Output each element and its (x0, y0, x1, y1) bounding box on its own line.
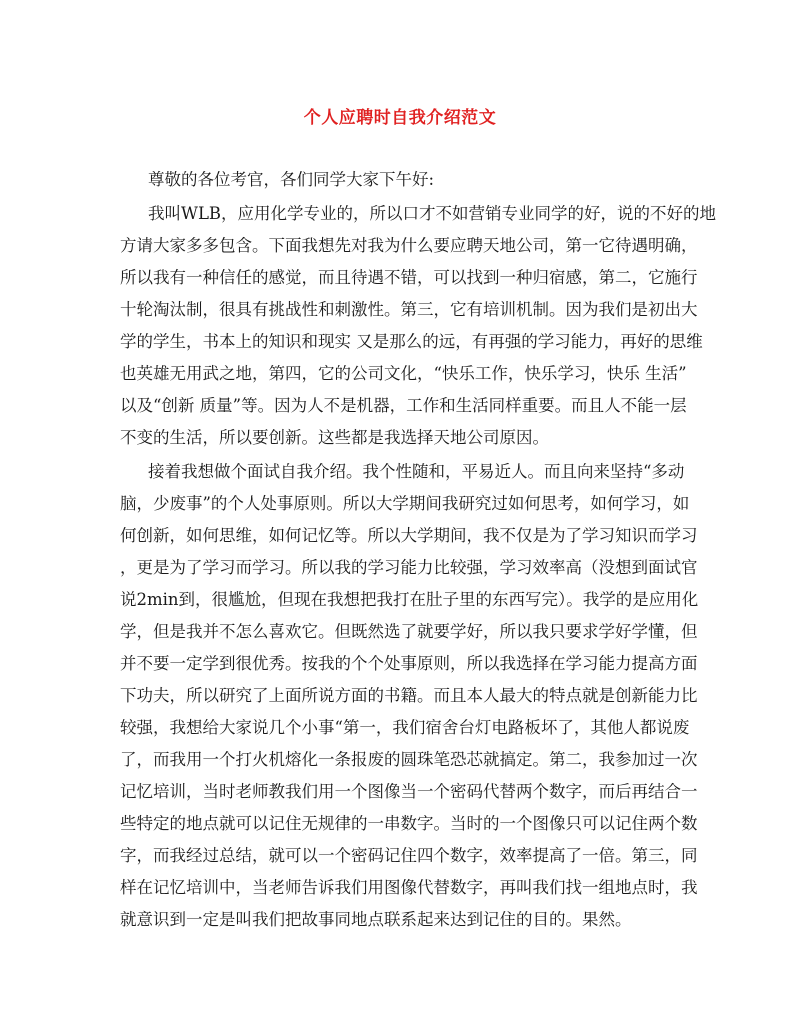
paragraph1-line: 我叫WLB，应用化学专业的，所以口才不如营销专业同学的好，说的不好的地 (148, 204, 717, 223)
paragraph2-line: 较强，我想给大家说几个小事“第一，我们宿舍台灯电路板坏了，其他人都说废 (120, 718, 690, 737)
paragraph2-line: 何创新，如何思维，如何记忆等。所以大学期间，我不仅是为了学习知识而学习 (120, 526, 698, 545)
paragraph2-line: 样在记忆培训中，当老师告诉我们用图像代替数字，再叫我们找一组地点时，我 (120, 878, 698, 897)
paragraph2-line: 字，而我经过总结，就可以一个密码记住四个数字，效率提高了一倍。第三，同 (120, 846, 698, 865)
paragraph2-line: 接着我想做个面试自我介绍。我个性随和，平易近人。而且向来坚持“多动 (148, 462, 685, 481)
paragraph1-line: 学的学生，书本上的知识和现实 又是那么的远，有再强的学习能力，再好的思维 (120, 332, 703, 351)
paragraph2-line: 就意识到一定是叫我们把故事同地点联系起来达到记住的目的。果然。 (120, 910, 632, 929)
paragraph2-line: 记忆培训，当时老师教我们用一个图像当一个密码代替两个数字，而后再结合一 (120, 782, 698, 801)
paragraph2-line: 了，而我用一个打火机熔化一条报废的圆珠笔恐芯就搞定。第二，我参加过一次 (120, 750, 698, 769)
paragraph2-line: 并不要一定学到很优秀。按我的个个处事原则，所以我选择在学习能力提高方面 (120, 654, 698, 673)
paragraph1-line: 不变的生活，所以要创新。这些都是我选择天地公司原因。 (120, 428, 549, 447)
paragraph1-line: 所以我有一种信任的感觉，而且待遇不错，可以找到一种归宿感，第二，它施行 (120, 268, 698, 287)
paragraph1-line: 方请大家多多包含。下面我想先对我为什么要应聘天地公司，第一它待遇明确， (120, 236, 698, 255)
paragraph2-line: 些特定的地点就可以记住无规律的一串数字。当时的一个图像只可以记住两个数 (120, 814, 698, 833)
paragraph2-line: 学，但是我并不怎么喜欢它。但既然选了就要学好，所以我只要求学好学懂，但 (120, 622, 698, 641)
paragraph2-line: 说2min到，很尴尬，但现在我想把我打在肚子里的东西写完）。我学的是应用化 (120, 590, 699, 609)
paragraph2-line: ，更是为了学习而学习。所以我的学习能力比较强，学习效率高（没想到面试官 (120, 558, 698, 577)
paragraph1-line: 十轮淘汰制，很具有挑战性和刺激性。第三，它有培训机制。因为我们是初出大 (120, 300, 698, 319)
paragraph2-line: 下功夫，所以研究了上面所说方面的书籍。而且本人最大的特点就是创新能力比 (120, 686, 698, 705)
paragraph1-line: 也英雄无用武之地，第四，它的公司文化，“快乐工作，快乐学习，快乐 生活” (120, 364, 687, 383)
paragraph1-line: 以及“创新 质量”等。因为人不是机器，工作和生活同样重要。而且人不能一层 (120, 396, 687, 415)
document-title: 个人应聘时自我介绍范文 (303, 108, 497, 128)
paragraph2-line: 脑，少废事”的个人处事原则。所以大学期间我研究过如何思考，如何学习，如 (120, 494, 690, 513)
greeting-line: 尊敬的各位考官，各们同学大家下午好: (148, 170, 435, 189)
